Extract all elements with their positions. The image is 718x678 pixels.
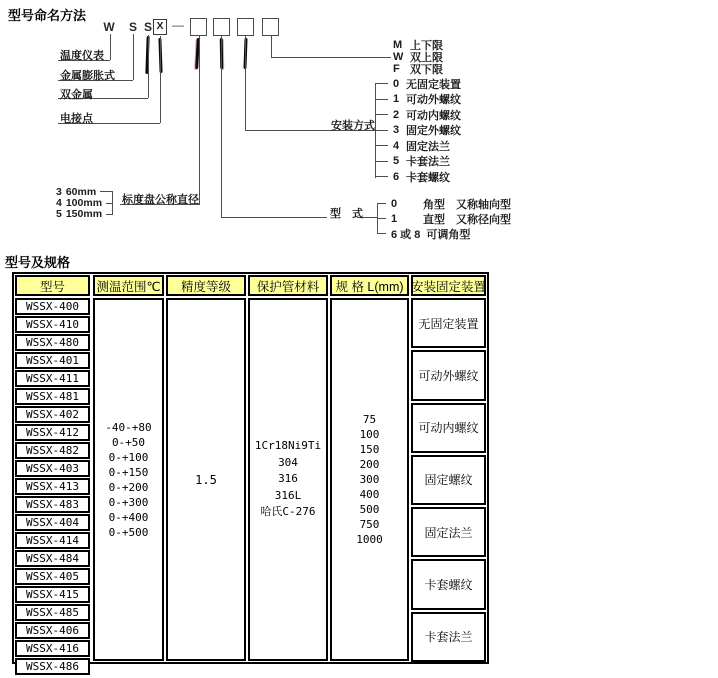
model-cell: WSSX-405 [15,568,90,585]
material-value: 304 [278,455,298,469]
boxed-letter-x: X [153,19,167,35]
code-letter-w: W [103,20,115,34]
label-bimetal: 双金属 [60,89,93,101]
header-accuracy: 精度等级 [166,275,246,296]
tick-line [106,203,113,204]
mount-device-cell: 固定螺纹 [411,455,486,505]
model-cell: WSSX-400 [15,298,90,315]
option-code: 4 [393,139,400,152]
length-cell [330,298,409,661]
code-box-1 [190,18,207,36]
model-cell: WSSX-480 [15,334,90,351]
length-value: 200 [359,458,380,471]
option-code: 0 [393,77,400,90]
naming-section-title: 型号命名方法 [8,8,87,23]
option-label: 60mm [65,185,97,198]
temp-range-value: 0-+50 [111,435,146,449]
connector-line [245,36,246,130]
connector-line [148,35,149,98]
form-type-option-row [377,196,511,211]
mounting-option-row [375,76,461,92]
tick-line [100,191,113,192]
temp-range-value: 0-+200 [108,480,149,494]
material-value: 316L [274,488,302,502]
option-code: 5 [393,155,400,168]
mount-device-cell: 可动内螺纹 [411,403,486,453]
form-type-option-list [377,196,511,241]
mounting-option-row [375,169,461,185]
dial-diameter-group-label: 标度盘公称直径 [122,194,199,206]
option-label: 双下限 [410,64,443,76]
model-cell: WSSX-485 [15,604,90,621]
temp-range-value: 0-+100 [108,450,149,464]
code-box-2 [213,18,230,36]
header-material: 保护管材料 [248,275,328,296]
option-label: 可动内螺纹 [406,109,461,122]
limit-option-row [393,63,443,75]
temp-range-value: 0-+300 [108,495,149,509]
tick-line [377,233,386,234]
mounting-option-row [375,154,461,170]
dial-diameter-option-list [56,186,113,220]
code-separator: — [172,18,184,32]
length-value: 400 [359,488,380,501]
tick-line [375,130,388,131]
connector-line [221,36,222,217]
code-box-4 [262,18,279,36]
model-cell: WSSX-414 [15,532,90,549]
model-cell: WSSX-412 [15,424,90,441]
tick-line [375,99,388,100]
option-label: 无固定装置 [406,78,461,91]
tick-line [377,203,386,204]
mount-device-cell: 可动外螺纹 [411,350,486,400]
option-code: M [393,39,403,51]
form-type-option-row [377,211,511,226]
option-code: W [393,51,404,63]
length-value: 500 [359,503,380,516]
header-length: 规 格 L(mm) [330,275,409,296]
option-label: 可调角型 [426,228,471,241]
option-code: 4 [56,197,62,210]
dial-diameter-option-row [56,186,113,197]
tick-line [375,145,388,146]
option-label: 固定法兰 [406,140,450,153]
temp-range-value: 0-+150 [108,465,149,479]
option-code: 0 [391,197,398,210]
accuracy-value: 1.5 [195,472,217,487]
model-cell: WSSX-413 [15,478,90,495]
option-code: F [393,63,400,75]
material-cell [248,298,328,661]
mounting-option-row [375,107,461,123]
length-value: 750 [359,518,380,531]
option-label: 上下限 [410,40,443,52]
tick-line [375,114,388,115]
material-value: 哈氏C-276 [260,505,316,519]
option-code: 3 [56,185,62,198]
model-cell: WSSX-402 [15,406,90,423]
code-letter-s1: S [128,20,137,34]
spec-table [12,272,489,673]
mount-device-cell: 无固定装置 [411,298,486,348]
model-cell: WSSX-484 [15,550,90,567]
length-value: 300 [359,473,380,486]
spec-section-title: 型号及规格 [5,255,71,270]
accuracy-cell [166,298,246,661]
mount-device-cell: 固定法兰 [411,507,486,557]
option-code: 3 [393,124,400,137]
dial-diameter-option-row [56,197,113,208]
mounting-option-row [375,138,461,154]
header-mounting: 安装固定装置 [411,275,486,296]
option-label: 100mm [65,197,103,210]
option-code: 5 [56,208,62,221]
label-metal-expansion: 金属膨胀式 [60,70,115,82]
option-label: 双上限 [410,52,443,64]
form-type-option-row [377,226,511,241]
temp-range-value: 0-+400 [108,510,149,524]
mounting-option-row [375,92,461,108]
dial-diameter-option-row [56,209,113,220]
form-type-group-label: 型 式 [330,208,363,220]
model-cell: WSSX-404 [15,514,90,531]
option-label: 可动外螺纹 [406,94,461,107]
option-label: 固定外螺纹 [406,125,461,138]
option-label: 卡套法兰 [406,156,450,169]
tick-line [106,214,113,215]
connector-line [160,36,161,123]
temp-range-cell [93,298,164,661]
option-code: 6 或 8 [391,228,421,241]
header-range: 测温范围℃ [93,275,164,296]
model-cell: WSSX-483 [15,496,90,513]
code-box-3 [237,18,254,36]
connector-line [199,36,200,204]
model-column [15,298,90,673]
length-value: 100 [359,428,380,441]
model-cell: WSSX-403 [15,460,90,477]
tick-line [375,176,388,177]
tick-line [375,161,388,162]
option-code: 1 [393,93,400,106]
model-cell: WSSX-486 [15,658,90,675]
model-cell: WSSX-401 [15,352,90,369]
model-cell: WSSX-406 [15,622,90,639]
model-cell: WSSX-481 [15,388,90,405]
limit-option-list [393,39,443,75]
mounting-option-row [375,123,461,139]
model-cell: WSSX-411 [15,370,90,387]
model-cell: WSSX-415 [15,586,90,603]
material-value: 1Cr18Ni9Ti [254,439,322,453]
connector-line [133,34,134,80]
mount-device-cell: 卡套法兰 [411,612,486,662]
mounting-group-label: 安装方式 [331,120,375,132]
mount-device-column [411,298,486,662]
length-value: 1000 [356,533,383,546]
option-label: 直型 又称径向型 [423,213,511,226]
temp-range-value: -40-+80 [105,420,152,434]
option-label: 150mm [65,208,103,221]
code-letter-s2: S [143,20,152,34]
header-model: 型号 [15,275,90,296]
connector-line [271,57,391,58]
label-electric-contact: 电接点 [60,113,93,125]
mount-device-cell: 卡套螺纹 [411,559,486,609]
mounting-option-list [375,76,461,185]
material-value: 316 [278,472,298,486]
connector-line [271,36,272,57]
model-cell: WSSX-482 [15,442,90,459]
option-code: 1 [391,212,398,225]
option-code: 6 [393,170,400,183]
tick-line [375,83,388,84]
model-cell: WSSX-416 [15,640,90,657]
option-code: 2 [393,108,400,121]
tick-line [377,218,386,219]
temp-range-value: 0-+500 [108,525,149,539]
length-value: 75 [362,413,377,426]
connector-line [110,34,111,60]
length-value: 150 [359,443,380,456]
option-label: 角型 又称轴向型 [423,198,511,211]
label-temperature-instrument: 温度仪表 [60,50,104,62]
model-cell: WSSX-410 [15,316,90,333]
connector-line [221,217,327,218]
option-label: 卡套螺纹 [406,171,450,184]
